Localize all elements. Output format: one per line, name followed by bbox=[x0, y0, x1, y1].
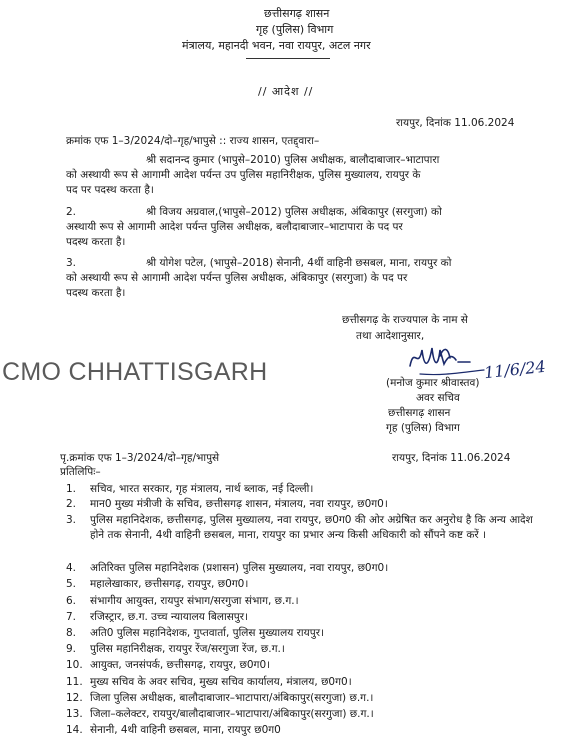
governor-line-1: छत्तीसगढ़ के राज्यपाल के नाम से bbox=[342, 314, 468, 326]
header-government: छत्तीसगढ़ शासन bbox=[264, 7, 330, 20]
copy-item-number: 10. bbox=[66, 659, 83, 671]
copy-item-text: अतिरिक्त पुलिस महानिदेशक (प्रशासन) पुलिस मुख्यालय, नवा रायपुर, छ0ग0। bbox=[90, 562, 389, 574]
paragraph-2-line-1: श्री विजय अग्रवाल,(भापुसे–2012) पुलिस अधीक्षक, अंबिकापुर (सरगुजा) को bbox=[146, 206, 442, 218]
copy-item-number: 4. bbox=[66, 562, 77, 574]
signatory-office-1: छत्तीसगढ़ शासन bbox=[388, 407, 451, 419]
copy-item-text: सेनानी, 4थी वाहिनी छसबल, माना, रायपुर छ0ग0 bbox=[90, 724, 281, 736]
copy-item-text: पुलिस महानिदेशक, छत्तीसगढ़, पुलिस मुख्यालय, नवा रायपुर, छ0ग0 की ओर अग्रेषित कर अनुरोध है कि अन्य आदेश होने तक सेनानी, 4थी वाहिनी छसबल, माना, रायपुर का प्रभार अन्य किसी अधिकारी को सौंपने कष्ट करें । bbox=[90, 514, 533, 542]
signatory-office-2: गृह (पुलिस) विभाग bbox=[386, 422, 460, 434]
copy-item-text: रजिस्ट्रार, छ.ग. उच्च न्यायालय बिलासपुर। bbox=[90, 611, 249, 623]
copy-item-number: 8. bbox=[66, 627, 77, 639]
copy-item-number: 11. bbox=[66, 676, 83, 688]
copy-item-text: अति0 पुलिस महानिदेशक, गुप्तवार्ता, पुलिस मुख्यालय रायपुर। bbox=[90, 627, 324, 639]
order-title: // आदेश // bbox=[258, 85, 314, 98]
header-address: मंत्रालय, महानदी भवन, नवा रायपुर, अटल नगर bbox=[182, 39, 371, 52]
paragraph-2-line-2: अस्थायी रूप से आगामी आदेश पर्यन्त पुलिस अधीक्षक, बलौदाबाजार–भाटापारा के पद पर bbox=[66, 221, 403, 234]
paragraph-1-line-3: पद पर पदस्थ करता है। bbox=[66, 184, 154, 197]
header-department: गृह (पुलिस) विभाग bbox=[256, 23, 334, 36]
paragraph-3-line-1: श्री योगेश पटेल, (भापुसे–2018) सेनानी, 4थीं वाहिनी छसबल, माना, रायपुर को bbox=[146, 257, 452, 269]
paragraph-2-number: 2. bbox=[66, 206, 77, 218]
governor-line-2: तथा आदेशानुसार, bbox=[356, 330, 425, 342]
paragraph-1-line-2: को अस्थायी रूप से आगामी आदेश पर्यन्त उप पुलिस महानिरीक्षक, पुलिस मुख्यालय, रायपुर के bbox=[66, 169, 421, 182]
copy-item-text: संभागीय आयुक्त, रायपुर संभाग/सरगुजा संभाग, छ.ग.। bbox=[90, 595, 299, 607]
copy-reference: पृ.क्रमांक एफ 1–3/2024/दो–गृह/भापुसे bbox=[60, 452, 220, 464]
paragraph-3-line-3: पदस्थ करता है। bbox=[66, 287, 126, 300]
paragraph-2-line-3: पदस्थ करता है। bbox=[66, 236, 126, 249]
paragraph-3-number: 3. bbox=[66, 257, 77, 269]
header-divider bbox=[246, 58, 330, 59]
copy-item-number: 5. bbox=[66, 578, 77, 590]
copy-item-text: आयुक्त, जनसंपर्क, छत्तीसगढ़, रायपुर, छ0ग0। bbox=[90, 659, 271, 671]
copy-item bbox=[66, 723, 536, 736]
copy-item-text: मुख्य सचिव के अवर सचिव, मुख्य सचिव कार्यालय, मंत्रालय, छ0ग0। bbox=[90, 676, 352, 688]
signatory-name: (मनोज कुमार श्रीवास्तव) bbox=[386, 377, 480, 389]
copy-item-text: पुलिस महानिरीक्षक, रायपुर रेंज/सरगुजा रेंज, छ.ग.। bbox=[90, 643, 285, 655]
order-paragraph-1 bbox=[66, 153, 532, 199]
copy-item-text: जिला–कलेक्टर, रायपुर/बालौदाबाजार–भाटापारा/अंबिकापुर(सरगुजा) छ.ग.। bbox=[90, 708, 374, 720]
copy-heading: प्रतिलिपिः– bbox=[60, 466, 101, 478]
order-reference: क्रमांक एफ 1–3/2024/दो–गृह/भापुसे :: राज्य शासन, एतद्द्वारा– bbox=[66, 135, 320, 147]
copy-item-number: 13. bbox=[66, 708, 83, 720]
copy-item-number: 6. bbox=[66, 595, 77, 607]
order-paragraph-3 bbox=[66, 256, 532, 302]
copy-item-text: महालेखाकार, छत्तीसगढ़, रायपुर, छ0ग0। bbox=[90, 578, 249, 590]
copy-date: रायपुर, दिनांक 11.06.2024 bbox=[392, 452, 511, 464]
copy-item-number: 3. bbox=[66, 514, 77, 526]
copy-item-number: 1. bbox=[66, 483, 77, 495]
order-paragraph-2 bbox=[66, 205, 532, 251]
copy-item-number: 7. bbox=[66, 611, 77, 623]
copy-item-number: 2. bbox=[66, 498, 77, 510]
copy-item-number: 12. bbox=[66, 692, 83, 704]
signature-date: 11/6/24 bbox=[483, 356, 547, 383]
order-place-date: रायपुर, दिनांक 11.06.2024 bbox=[396, 117, 515, 129]
copy-item-number: 14. bbox=[66, 724, 83, 736]
paragraph-1-line-1: श्री सदानन्द कुमार (भापुसे–2010) पुलिस अधीक्षक, बालौदाबाजार–भाटापारा bbox=[146, 154, 440, 166]
copy-item-number: 9. bbox=[66, 643, 77, 655]
copy-item-text: सचिव, भारत सरकार, गृह मंत्रालय, नार्थ ब्लाक, नई दिल्ली। bbox=[90, 483, 314, 495]
watermark-text: CMO CHHATTISGARH bbox=[2, 358, 268, 386]
signatory-designation: अवर सचिव bbox=[416, 392, 460, 404]
copy-item-text: जिला पुलिस अधीक्षक, बालौदाबाजार–भाटापारा/अंबिकापुर(सरगुजा) छ.ग.। bbox=[90, 692, 374, 704]
copy-item-text: मान0 मुख्य मंत्रीजी के सचिव, छत्तीसगढ़ शासन, मंत्रालय, नवा रायपुर, छ0ग0। bbox=[90, 498, 388, 510]
paragraph-3-line-2: को अस्थायी रूप से आगामी आदेश पर्यन्त पुलिस अधीक्षक, अंबिकापुर (सरगुजा) के पद पर bbox=[66, 272, 408, 285]
